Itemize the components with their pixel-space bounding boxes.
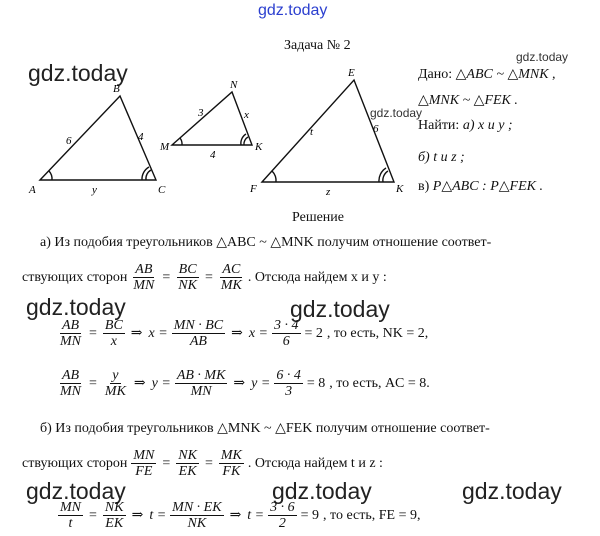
fraction: $\frac{AB \cdot MK}{MN}$	[176, 368, 226, 399]
watermark-top: gdz.today	[258, 2, 328, 19]
fraction: $\frac{BC}{x}$	[104, 318, 123, 349]
fraction: $\frac{MN}{FE}$	[133, 448, 155, 479]
vertex-b: B	[113, 83, 120, 95]
vertex-k: K	[255, 141, 263, 153]
fraction: $\frac{3 \cdot 6}{2}$	[270, 500, 295, 531]
side-fk-label: z	[326, 186, 331, 198]
side-mk-label: 4	[210, 149, 216, 161]
fraction: $\frac{MN}{t}$	[60, 500, 81, 531]
problem-title: Задача № 2	[284, 38, 351, 53]
fraction: $\frac{MN \cdot EK}{NK}$	[172, 500, 222, 531]
fraction: $\frac{MN \cdot BC}{AB}$	[173, 318, 224, 349]
vertex-m: M	[160, 141, 170, 153]
vertex-n: N	[230, 79, 238, 91]
fraction: $\frac{AB}{MN}$	[60, 318, 81, 349]
find-line-1: Найти: а) x и y ;	[418, 118, 513, 133]
fraction: $\frac{BC}{NK}$	[178, 262, 197, 293]
side-bc-label: 4	[138, 131, 144, 143]
side-nk-label: x	[244, 109, 249, 121]
fraction: $\frac{y}{MK}$	[104, 368, 126, 399]
watermark: gdz.today	[516, 50, 569, 64]
fraction: $\frac{AB}{MN}$	[60, 368, 81, 399]
side-ac-label: y	[92, 184, 97, 196]
part-b-line-1: б) Из подобия треугольников △MNK ~ △FEK получим отношение соответ-	[40, 421, 490, 436]
equation-t: $\frac{MN}{t}$ = $\frac{NK}{EK}$ ⇒ t = $\frac{MN \cdot EK}{NK}$ ⇒ t = $\frac{3 \cdot 6}{2}$ = 9 , то есть, FE = 9,	[60, 500, 421, 531]
vertex-a: A	[29, 184, 36, 196]
side-mn-label: 3	[198, 107, 204, 119]
vertex-k2: K	[396, 183, 404, 195]
part-b-line-2: ствующих сторон $\frac{MN}{FE}$ = $\frac{NK}{EK}$ = $\frac{MK}{FK}$ . Отсюда найдем t и z :	[22, 448, 383, 479]
side-ab-label: 6	[66, 135, 72, 147]
fraction: $\frac{NK}{EK}$	[178, 448, 197, 479]
find-line-2: б) t и z ;	[418, 150, 465, 165]
fraction: $\frac{AB}{MN}$	[133, 262, 155, 293]
side-fe-label: t	[310, 126, 314, 138]
side-ek-label: 6	[373, 123, 379, 135]
equation-x: $\frac{AB}{MN}$ = $\frac{BC}{x}$ ⇒ x = $\frac{MN \cdot BC}{AB}$ ⇒ x = $\frac{3 \cdot 4}{6}$ = 2 , то есть, NK = 2,	[60, 318, 429, 349]
part-a-line-1: а) Из подобия треугольников △ABC ~ △MNK получим отношение соответ-	[40, 235, 492, 250]
watermark: gdz.today	[290, 296, 390, 322]
vertex-c: C	[158, 184, 166, 196]
watermark: gdz.today	[26, 478, 126, 504]
equation-y: $\frac{AB}{MN}$ = $\frac{y}{MK}$ ⇒ y = $\frac{AB \cdot MK}{MN}$ ⇒ y = $\frac{6 \cdot 4}{3}$ = 8 , то есть, AC = 8.	[60, 368, 430, 399]
watermark: gdz.today	[26, 294, 126, 320]
fraction: $\frac{AC}{MK}$	[220, 262, 242, 293]
vertex-f: F	[250, 183, 257, 195]
vertex-e: E	[348, 67, 355, 79]
watermark: gdz.today	[462, 478, 562, 504]
given-line-1: Дано: △ABC ~ △MNK ,	[418, 67, 556, 82]
fraction: $\frac{MK}{FK}$	[220, 448, 242, 479]
triangle-mnk	[172, 92, 252, 145]
part-a-line-2: ствующих сторон $\frac{AB}{MN}$ = $\frac{BC}{NK}$ = $\frac{AC}{MK}$ . Отсюда найдем x и y :	[22, 262, 387, 293]
fraction: $\frac{3 \cdot 4}{6}$	[274, 318, 299, 349]
watermark: gdz.today	[370, 106, 423, 120]
fraction: $\frac{6 \cdot 4}{3}$	[276, 368, 301, 399]
given-line-2: △MNK ~ △FEK .	[418, 93, 518, 108]
watermark: gdz.today	[272, 478, 372, 504]
fraction: $\frac{NK}{EK}$	[104, 500, 124, 531]
solution-heading: Решение	[292, 210, 345, 225]
watermark: gdz.today	[28, 60, 128, 86]
find-line-3: в) P△ABC : P△FEK .	[418, 179, 543, 194]
